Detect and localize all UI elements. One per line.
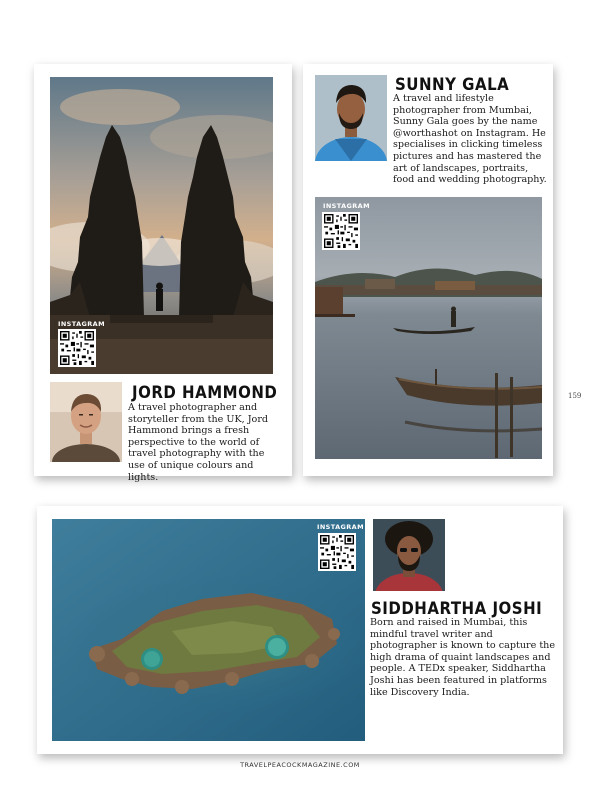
photographer-bio: A travel and lifestyle photographer from Mumbai, Sunny Gala goes by the name @worthashot on Instagram. He specialises in clicking timeless pictures and has mastered the art of landscapes, portraits, food and wedding photography. [393, 93, 547, 186]
sunny-gala-card [303, 64, 553, 476]
jord-hammond-avatar [50, 382, 122, 462]
instagram-label: INSTAGRAM [323, 202, 370, 210]
sunny-gala-avatar [315, 75, 387, 161]
instagram-label: INSTAGRAM [58, 320, 105, 328]
jord-hammond-card [34, 64, 292, 483]
photographer-bio: Born and raised in Mumbai, this mindful travel writer and photographer is known to capture the high drama of quaint landscapes and people. A TEDx speaker, Siddhartha Joshi has been featured in platforms like Discovery India. [370, 617, 556, 698]
instagram-qr-code[interactable] [322, 212, 360, 250]
page-number: 159 [568, 392, 582, 400]
photographer-name: SIDDHARTHA JOSHI [371, 598, 543, 619]
magazine-website-footer: TRAVELPEACOCKMAGAZINE.COM [240, 761, 360, 769]
instagram-qr-code[interactable] [318, 533, 356, 571]
photographer-name: JORD HAMMOND [132, 382, 278, 403]
siddhartha-joshi-avatar [373, 519, 445, 591]
instagram-qr-code[interactable] [58, 329, 96, 367]
photographer-bio: A travel photographer and storyteller from the UK, Jord Hammond brings a fresh perspective to the world of travel photography with the use of unique colours and lights. [128, 402, 269, 483]
siddhartha-joshi-card [37, 506, 563, 754]
photographer-name: SUNNY GALA [395, 74, 510, 95]
instagram-label: INSTAGRAM [317, 523, 364, 531]
